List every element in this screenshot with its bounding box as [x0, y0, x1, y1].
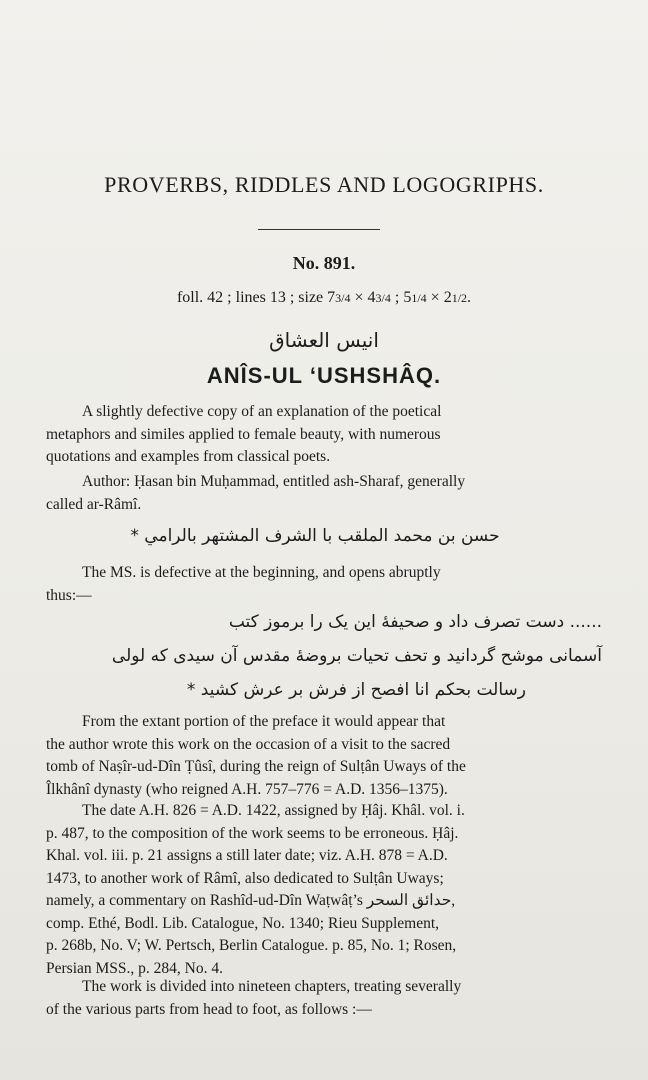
persian-title: انیس العشاق [269, 328, 379, 352]
folio-description [0, 289, 648, 307]
text-line: p. 268b, No. V; W. Pertsch, Berlin Catalogue. p. 85, No. 1; Rosen, [46, 937, 457, 954]
folio-fraction: 3/4 [335, 291, 351, 305]
text-line: Persian MSS., p. 284, No. 4. [46, 959, 223, 977]
text-line: From the extant portion of the preface it would appear that [82, 713, 446, 730]
folio-prefix: foll. 42 ; lines 13 ; size 7 [176, 289, 336, 306]
text-line: The MS. is defective at the beginning, and opens abruptly [82, 564, 441, 581]
persian-quote-line: آسمانی موشح گردانید و تحف تحیات بروضهٔ مقدس آن سیدی که لولی [111, 646, 602, 666]
work-title: ANÎS-UL ‘USHSHÂQ. [206, 363, 442, 388]
text-line: 1473, to another work of Râmî, also dedicated to Sulṭân Uways; [46, 869, 444, 887]
description-paragraph [46, 401, 600, 469]
text-line: tomb of Naṣîr-ud-Dîn Ṭûsî, during the reign of Sulṭân Uways of the [46, 758, 466, 775]
folio-fraction: 1/4 [411, 291, 427, 305]
text-line: of the various parts from head to foot, as follows :— [46, 1000, 372, 1018]
folio-times: × 2 [426, 289, 452, 306]
chapters-paragraph [46, 976, 600, 1021]
title-divider [258, 229, 380, 230]
text-line: A slightly defective copy of an explanation of the poetical [82, 403, 442, 420]
text-line: The work is divided into nineteen chapters, treating severally [82, 978, 462, 995]
text-line: The date A.H. 826 = A.D. 1422, assigned by Ḥâj. Khâl. vol. i. [82, 802, 465, 819]
folio-separator: ; 5 [390, 289, 412, 306]
running-title: PROVERBS, RIDDLES AND LOGOGRIPHS. [104, 172, 544, 197]
persian-quote-line: رسالت بحکم انا افصح از فرش بر عرش کشید * [186, 680, 526, 700]
text-line: quotations and examples from classical poets. [46, 448, 331, 465]
author-paragraph [46, 471, 600, 516]
text-line: the author wrote this work on the occasion of a visit to the sacred [46, 735, 451, 753]
text-line: p. 487, to the composition of the work seems to be erroneous. Ḥâj. [46, 824, 459, 842]
text-line: metaphors and similes applied to female beauty, with numerous [46, 425, 441, 443]
preface-paragraph [46, 711, 600, 801]
text-line: Khal. vol. iii. p. 21 assigns a still later date; viz. A.H. 878 = A.D. [46, 847, 448, 864]
text-line: called ar-Râmî. [46, 495, 142, 513]
text-line: Author: Ḥasan bin Muḥammad, entitled ash-Sharaf, generally [82, 473, 466, 490]
text-line: namely, a commentary on Rashîd-ud-Dîn Waṭwâṭ’s حدائق السحر, [46, 892, 456, 909]
folio-times: × 4 [350, 289, 376, 306]
ms-note-paragraph [46, 562, 600, 607]
folio-fraction: 1/2 [451, 291, 468, 305]
folio-end: . [467, 289, 472, 306]
folio-fraction: 3/4 [375, 291, 391, 305]
date-paragraph [46, 800, 600, 980]
text-line: Îlkhânî dynasty (who reigned A.H. 757–776 = A.D. 1356–1375). [46, 780, 448, 798]
entry-number: No. 891. [292, 253, 356, 273]
text-line: thus:— [46, 586, 92, 604]
author-persian-name: حسن بن محمد الملقب با الشرف المشتهر بالرامي * [130, 526, 500, 546]
persian-quote-line: ...... دست تصرف داد و صحیفهٔ این یک را برموز کتب [228, 612, 602, 632]
text-line: comp. Ethé, Bodl. Lib. Catalogue, No. 1340; Rieu Supplement, [46, 914, 440, 932]
